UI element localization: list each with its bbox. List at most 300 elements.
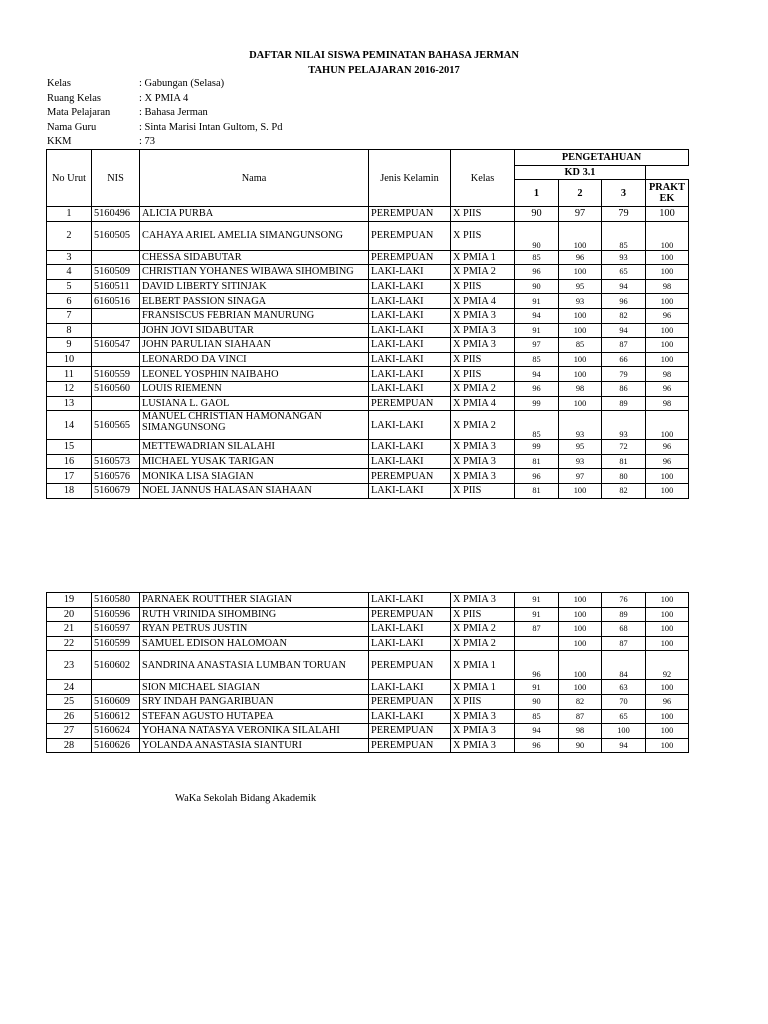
info-block: [47, 77, 283, 150]
cell-nama: PARNAEK ROUTTHER SIAGIAN: [140, 593, 369, 608]
cell-score-2: 100: [559, 593, 602, 608]
cell-nama: CAHAYA ARIEL AMELIA SIMANGUNSONG: [140, 221, 369, 250]
cell-nis: 5160624: [92, 724, 140, 739]
cell-no: 6: [47, 294, 92, 309]
cell-praktek: 100: [646, 221, 689, 250]
table-row: [47, 308, 689, 323]
cell-score-3: 94: [602, 279, 646, 294]
table-row: [47, 469, 689, 484]
cell-score-1: 81: [515, 454, 559, 469]
cell-kelas: X PMIA 2: [451, 381, 515, 396]
cell-nama: SAMUEL EDISON HALOMOAN: [140, 636, 369, 651]
cell-praktek: 100: [646, 411, 689, 440]
cell-score-3: 84: [602, 651, 646, 680]
cell-kelas: X PIIS: [451, 367, 515, 382]
cell-score-1: 85: [515, 352, 559, 367]
cell-score-3: 79: [602, 207, 646, 222]
cell-score-3: 63: [602, 680, 646, 695]
cell-score-3: 85: [602, 221, 646, 250]
cell-score-3: 93: [602, 250, 646, 265]
cell-score-2: 95: [559, 440, 602, 455]
cell-no: 16: [47, 454, 92, 469]
cell-nis: 5160576: [92, 469, 140, 484]
cell-score-3: 96: [602, 294, 646, 309]
cell-jenis-kelamin: LAKI-LAKI: [369, 622, 451, 637]
cell-score-2: 100: [559, 483, 602, 498]
cell-score-1: 96: [515, 651, 559, 680]
cell-score-2: 100: [559, 396, 602, 411]
cell-score-2: 95: [559, 279, 602, 294]
cell-nis: 5160573: [92, 454, 140, 469]
cell-nama: LUSIANA L. GAOL: [140, 396, 369, 411]
cell-score-3: 68: [602, 622, 646, 637]
cell-score-2: 97: [559, 207, 602, 222]
cell-score-2: 100: [559, 352, 602, 367]
header-score-2: 2: [559, 180, 602, 207]
cell-score-1: 91: [515, 593, 559, 608]
cell-no: 14: [47, 411, 92, 440]
cell-no: 25: [47, 694, 92, 709]
cell-praktek: 100: [646, 265, 689, 280]
cell-score-3: 93: [602, 411, 646, 440]
cell-score-2: 100: [559, 221, 602, 250]
cell-score-1: 96: [515, 265, 559, 280]
table-row: [47, 738, 689, 753]
cell-score-3: 79: [602, 367, 646, 382]
cell-jenis-kelamin: PEREMPUAN: [369, 607, 451, 622]
cell-jenis-kelamin: PEREMPUAN: [369, 724, 451, 739]
cell-nis: [92, 323, 140, 338]
cell-score-1: 85: [515, 411, 559, 440]
cell-score-3: 82: [602, 308, 646, 323]
cell-score-3: 89: [602, 396, 646, 411]
cell-score-3: 100: [602, 724, 646, 739]
cell-kelas: X PIIS: [451, 207, 515, 222]
cell-score-1: 87: [515, 622, 559, 637]
table-row: [47, 593, 689, 608]
cell-nama: NOEL JANNUS HALASAN SIAHAAN: [140, 483, 369, 498]
cell-score-3: 66: [602, 352, 646, 367]
cell-nama: DAVID LIBERTY SITINJAK: [140, 279, 369, 294]
cell-no: 9: [47, 338, 92, 353]
cell-praktek: 100: [646, 607, 689, 622]
cell-kelas: X PMIA 3: [451, 454, 515, 469]
cell-jenis-kelamin: PEREMPUAN: [369, 694, 451, 709]
cell-praktek: 100: [646, 483, 689, 498]
cell-score-2: 82: [559, 694, 602, 709]
table-row: [47, 709, 689, 724]
cell-praktek: 98: [646, 396, 689, 411]
cell-no: 22: [47, 636, 92, 651]
cell-no: 10: [47, 352, 92, 367]
cell-score-3: 72: [602, 440, 646, 455]
info-kelas: Kelas : Gabungan (Selasa): [47, 78, 225, 89]
cell-nama: LEONARDO DA VINCI: [140, 352, 369, 367]
cell-nama: MONIKA LISA SIAGIAN: [140, 469, 369, 484]
cell-kelas: X PMIA 2: [451, 265, 515, 280]
cell-score-1: 99: [515, 396, 559, 411]
cell-score-2: 96: [559, 250, 602, 265]
cell-kelas: X PIIS: [451, 352, 515, 367]
info-nama-guru: Nama Guru : Sinta Marisi Intan Gultom, S. Pd: [47, 121, 283, 133]
header-nama: Nama: [140, 150, 369, 207]
cell-jenis-kelamin: LAKI-LAKI: [369, 265, 451, 280]
cell-nis: 5160609: [92, 694, 140, 709]
cell-nama: LOUIS RIEMENN: [140, 381, 369, 396]
cell-nama: SANDRINA ANASTASIA LUMBAN TORUAN: [140, 651, 369, 680]
cell-kelas: X PMIA 3: [451, 709, 515, 724]
cell-jenis-kelamin: LAKI-LAKI: [369, 352, 451, 367]
cell-no: 15: [47, 440, 92, 455]
cell-jenis-kelamin: PEREMPUAN: [369, 651, 451, 680]
cell-nis: 5160612: [92, 709, 140, 724]
header-score-1: 1: [515, 180, 559, 207]
cell-jenis-kelamin: LAKI-LAKI: [369, 411, 451, 440]
info-mata-pelajaran: Mata Pelajaran : Bahasa Jerman: [47, 107, 208, 118]
cell-score-1: 85: [515, 709, 559, 724]
cell-nama: MICHAEL YUSAK TARIGAN: [140, 454, 369, 469]
cell-kelas: X PMIA 3: [451, 308, 515, 323]
cell-nis: 5160602: [92, 651, 140, 680]
cell-nis: [92, 396, 140, 411]
cell-nama: CHRISTIAN YOHANES WIBAWA SIHOMBING: [140, 265, 369, 280]
cell-nis: [92, 352, 140, 367]
cell-praktek: 98: [646, 367, 689, 382]
cell-nis: 5160597: [92, 622, 140, 637]
table-row: [47, 724, 689, 739]
cell-nama: YOHANA NATASYA VERONIKA SILALAHI: [140, 724, 369, 739]
cell-jenis-kelamin: LAKI-LAKI: [369, 279, 451, 294]
cell-jenis-kelamin: PEREMPUAN: [369, 469, 451, 484]
table-row: [47, 454, 689, 469]
info-kkm: KKM : 73: [47, 136, 156, 147]
table-row: [47, 636, 689, 651]
cell-score-3: 65: [602, 265, 646, 280]
cell-no: 11: [47, 367, 92, 382]
cell-score-3: 65: [602, 709, 646, 724]
cell-nama: FRANSISCUS FEBRIAN MANURUNG: [140, 308, 369, 323]
header-kd: KD 3.1: [515, 166, 646, 180]
cell-nis: 5160496: [92, 207, 140, 222]
cell-jenis-kelamin: PEREMPUAN: [369, 250, 451, 265]
table-row: [47, 221, 689, 250]
table-row: [47, 440, 689, 455]
header-nis: NIS: [92, 150, 140, 207]
cell-nis: 5160505: [92, 221, 140, 250]
cell-praktek: 96: [646, 694, 689, 709]
cell-nis: [92, 440, 140, 455]
cell-kelas: X PMIA 3: [451, 440, 515, 455]
cell-score-2: 100: [559, 323, 602, 338]
cell-praktek: 100: [646, 738, 689, 753]
cell-nama: STEFAN AGUSTO HUTAPEA: [140, 709, 369, 724]
cell-kelas: X PIIS: [451, 221, 515, 250]
cell-no: 5: [47, 279, 92, 294]
cell-no: 7: [47, 308, 92, 323]
cell-kelas: X PIIS: [451, 607, 515, 622]
cell-score-3: 87: [602, 338, 646, 353]
cell-kelas: X PMIA 3: [451, 593, 515, 608]
table-row: [47, 622, 689, 637]
cell-nama: CHESSA SIDABUTAR: [140, 250, 369, 265]
cell-score-2: 98: [559, 381, 602, 396]
cell-score-3: 70: [602, 694, 646, 709]
cell-praktek: 92: [646, 651, 689, 680]
cell-nis: 6160516: [92, 294, 140, 309]
cell-score-3: 81: [602, 454, 646, 469]
cell-nama: RUTH VRINIDA SIHOMBING: [140, 607, 369, 622]
cell-praktek: 100: [646, 724, 689, 739]
cell-jenis-kelamin: LAKI-LAKI: [369, 593, 451, 608]
cell-score-2: 87: [559, 709, 602, 724]
cell-praktek: 100: [646, 294, 689, 309]
cell-nama: RYAN PETRUS JUSTIN: [140, 622, 369, 637]
cell-jenis-kelamin: LAKI-LAKI: [369, 483, 451, 498]
cell-no: 27: [47, 724, 92, 739]
cell-score-2: 85: [559, 338, 602, 353]
cell-no: 12: [47, 381, 92, 396]
cell-jenis-kelamin: PEREMPUAN: [369, 207, 451, 222]
cell-praktek: 96: [646, 308, 689, 323]
cell-nama: SRY INDAH PANGARIBUAN: [140, 694, 369, 709]
cell-praktek: 100: [646, 469, 689, 484]
cell-nis: [92, 308, 140, 323]
cell-score-2: 100: [559, 308, 602, 323]
cell-score-2: 97: [559, 469, 602, 484]
signature-label: WaKa Sekolah Bidang Akademik: [175, 793, 317, 804]
cell-nama: JOHN JOVI SIDABUTAR: [140, 323, 369, 338]
header-kelas: Kelas: [451, 150, 515, 207]
cell-score-1: 96: [515, 381, 559, 396]
cell-kelas: X PMIA 3: [451, 469, 515, 484]
cell-praktek: 100: [646, 680, 689, 695]
cell-no: 19: [47, 593, 92, 608]
cell-kelas: X PMIA 3: [451, 738, 515, 753]
cell-kelas: X PMIA 3: [451, 323, 515, 338]
cell-no: 2: [47, 221, 92, 250]
cell-nama: YOLANDA ANASTASIA SIANTURI: [140, 738, 369, 753]
cell-nis: [92, 250, 140, 265]
header-no-urut: No Urut: [47, 150, 92, 207]
table-row: [47, 265, 689, 280]
cell-score-1: 90: [515, 694, 559, 709]
cell-score-2: 100: [559, 680, 602, 695]
cell-kelas: X PIIS: [451, 694, 515, 709]
table-row: [47, 207, 689, 222]
cell-score-1: 91: [515, 607, 559, 622]
cell-nama: JOHN PARULIAN SIAHAAN: [140, 338, 369, 353]
header-praktek: PRAKT EK: [646, 180, 689, 207]
table-row: [47, 352, 689, 367]
cell-no: 4: [47, 265, 92, 280]
cell-score-2: 100: [559, 651, 602, 680]
table-row: [47, 323, 689, 338]
cell-score-3: 80: [602, 469, 646, 484]
cell-jenis-kelamin: LAKI-LAKI: [369, 709, 451, 724]
cell-score-1: [515, 636, 559, 651]
cell-no: 20: [47, 607, 92, 622]
cell-score-1: 94: [515, 367, 559, 382]
table-row: [47, 250, 689, 265]
table-row: [47, 294, 689, 309]
cell-praktek: 100: [646, 207, 689, 222]
cell-kelas: X PMIA 1: [451, 680, 515, 695]
cell-score-1: 94: [515, 724, 559, 739]
cell-score-2: 98: [559, 724, 602, 739]
cell-nis: 5160511: [92, 279, 140, 294]
cell-jenis-kelamin: LAKI-LAKI: [369, 323, 451, 338]
cell-nis: 5160580: [92, 593, 140, 608]
table-row: [47, 279, 689, 294]
cell-score-3: 94: [602, 738, 646, 753]
cell-jenis-kelamin: LAKI-LAKI: [369, 440, 451, 455]
cell-no: 28: [47, 738, 92, 753]
cell-praktek: 98: [646, 279, 689, 294]
cell-praktek: 96: [646, 440, 689, 455]
cell-score-1: 94: [515, 308, 559, 323]
cell-score-1: 97: [515, 338, 559, 353]
grades-table: [46, 149, 689, 499]
cell-score-2: 93: [559, 294, 602, 309]
cell-score-1: 96: [515, 469, 559, 484]
cell-kelas: X PMIA 1: [451, 250, 515, 265]
cell-score-1: 90: [515, 221, 559, 250]
cell-nis: 5160599: [92, 636, 140, 651]
cell-praktek: 100: [646, 636, 689, 651]
cell-score-1: 96: [515, 738, 559, 753]
cell-nama: SION MICHAEL SIAGIAN: [140, 680, 369, 695]
cell-no: 26: [47, 709, 92, 724]
document-title: DAFTAR NILAI SISWA PEMINATAN BAHASA JERMAN: [249, 50, 519, 61]
cell-score-2: 100: [559, 636, 602, 651]
cell-kelas: X PMIA 2: [451, 622, 515, 637]
cell-nama: ALICIA PURBA: [140, 207, 369, 222]
cell-jenis-kelamin: LAKI-LAKI: [369, 680, 451, 695]
cell-nama: MANUEL CHRISTIAN HAMONANGAN SIMANGUNSONG: [140, 411, 369, 440]
cell-no: 17: [47, 469, 92, 484]
cell-no: 23: [47, 651, 92, 680]
cell-no: 3: [47, 250, 92, 265]
table-row: [47, 694, 689, 709]
cell-score-2: 100: [559, 622, 602, 637]
cell-no: 21: [47, 622, 92, 637]
cell-nis: 5160559: [92, 367, 140, 382]
cell-kelas: X PIIS: [451, 483, 515, 498]
cell-kelas: X PMIA 4: [451, 396, 515, 411]
cell-score-1: 90: [515, 207, 559, 222]
table-row: [47, 483, 689, 498]
cell-praktek: 100: [646, 338, 689, 353]
table-row: [47, 396, 689, 411]
cell-jenis-kelamin: LAKI-LAKI: [369, 367, 451, 382]
cell-jenis-kelamin: PEREMPUAN: [369, 221, 451, 250]
table-row: [47, 651, 689, 680]
cell-jenis-kelamin: LAKI-LAKI: [369, 381, 451, 396]
cell-nis: 5160626: [92, 738, 140, 753]
cell-no: 24: [47, 680, 92, 695]
cell-kelas: X PMIA 2: [451, 636, 515, 651]
cell-score-3: 76: [602, 593, 646, 608]
cell-jenis-kelamin: LAKI-LAKI: [369, 636, 451, 651]
cell-score-3: 87: [602, 636, 646, 651]
cell-score-3: 89: [602, 607, 646, 622]
table-row: [47, 411, 689, 440]
cell-kelas: X PMIA 1: [451, 651, 515, 680]
cell-nis: [92, 680, 140, 695]
cell-nis: 5160679: [92, 483, 140, 498]
cell-score-1: 99: [515, 440, 559, 455]
cell-no: 8: [47, 323, 92, 338]
cell-praktek: 100: [646, 352, 689, 367]
cell-praktek: 96: [646, 381, 689, 396]
cell-nama: LEONEL YOSPHIN NAIBAHO: [140, 367, 369, 382]
header-blank-cell: [646, 166, 689, 180]
cell-jenis-kelamin: LAKI-LAKI: [369, 294, 451, 309]
cell-score-1: 91: [515, 323, 559, 338]
cell-score-2: 93: [559, 411, 602, 440]
cell-kelas: X PMIA 3: [451, 338, 515, 353]
cell-nis: 5160560: [92, 381, 140, 396]
cell-nis: 5160509: [92, 265, 140, 280]
cell-jenis-kelamin: LAKI-LAKI: [369, 338, 451, 353]
document-subtitle: TAHUN PELAJARAN 2016-2017: [308, 65, 460, 76]
cell-score-1: 90: [515, 279, 559, 294]
cell-no: 13: [47, 396, 92, 411]
cell-jenis-kelamin: PEREMPUAN: [369, 738, 451, 753]
cell-score-1: 81: [515, 483, 559, 498]
table-row: [47, 381, 689, 396]
header-score-3: 3: [602, 180, 646, 207]
cell-score-2: 100: [559, 607, 602, 622]
header-jenis-kelamin: Jenis Kelamin: [369, 150, 451, 207]
cell-kelas: X PMIA 3: [451, 724, 515, 739]
cell-kelas: X PIIS: [451, 279, 515, 294]
cell-jenis-kelamin: LAKI-LAKI: [369, 308, 451, 323]
cell-nama: ELBERT PASSION SINAGA: [140, 294, 369, 309]
cell-kelas: X PMIA 2: [451, 411, 515, 440]
cell-nis: 5160547: [92, 338, 140, 353]
cell-praktek: 100: [646, 709, 689, 724]
cell-score-1: 85: [515, 250, 559, 265]
table-row: [47, 680, 689, 695]
header-pengetahuan: PENGETAHUAN: [515, 150, 689, 166]
grades-table-continued: [46, 592, 689, 753]
cell-kelas: X PMIA 4: [451, 294, 515, 309]
cell-nis: 5160596: [92, 607, 140, 622]
cell-score-1: 91: [515, 294, 559, 309]
cell-nis: 5160565: [92, 411, 140, 440]
cell-praktek: 100: [646, 250, 689, 265]
cell-praktek: 100: [646, 323, 689, 338]
cell-score-3: 94: [602, 323, 646, 338]
cell-nama: METTEWADRIAN SILALAHI: [140, 440, 369, 455]
cell-praktek: 100: [646, 593, 689, 608]
info-ruang-kelas: Ruang Kelas : X PMIA 4: [47, 92, 189, 104]
cell-no: 1: [47, 207, 92, 222]
cell-praktek: 96: [646, 454, 689, 469]
cell-no: 18: [47, 483, 92, 498]
table-row: [47, 607, 689, 622]
cell-praktek: 100: [646, 622, 689, 637]
cell-score-2: 100: [559, 265, 602, 280]
cell-score-1: 91: [515, 680, 559, 695]
cell-score-3: 82: [602, 483, 646, 498]
cell-score-2: 100: [559, 367, 602, 382]
cell-jenis-kelamin: PEREMPUAN: [369, 396, 451, 411]
cell-score-3: 86: [602, 381, 646, 396]
cell-score-2: 90: [559, 738, 602, 753]
table-row: [47, 338, 689, 353]
